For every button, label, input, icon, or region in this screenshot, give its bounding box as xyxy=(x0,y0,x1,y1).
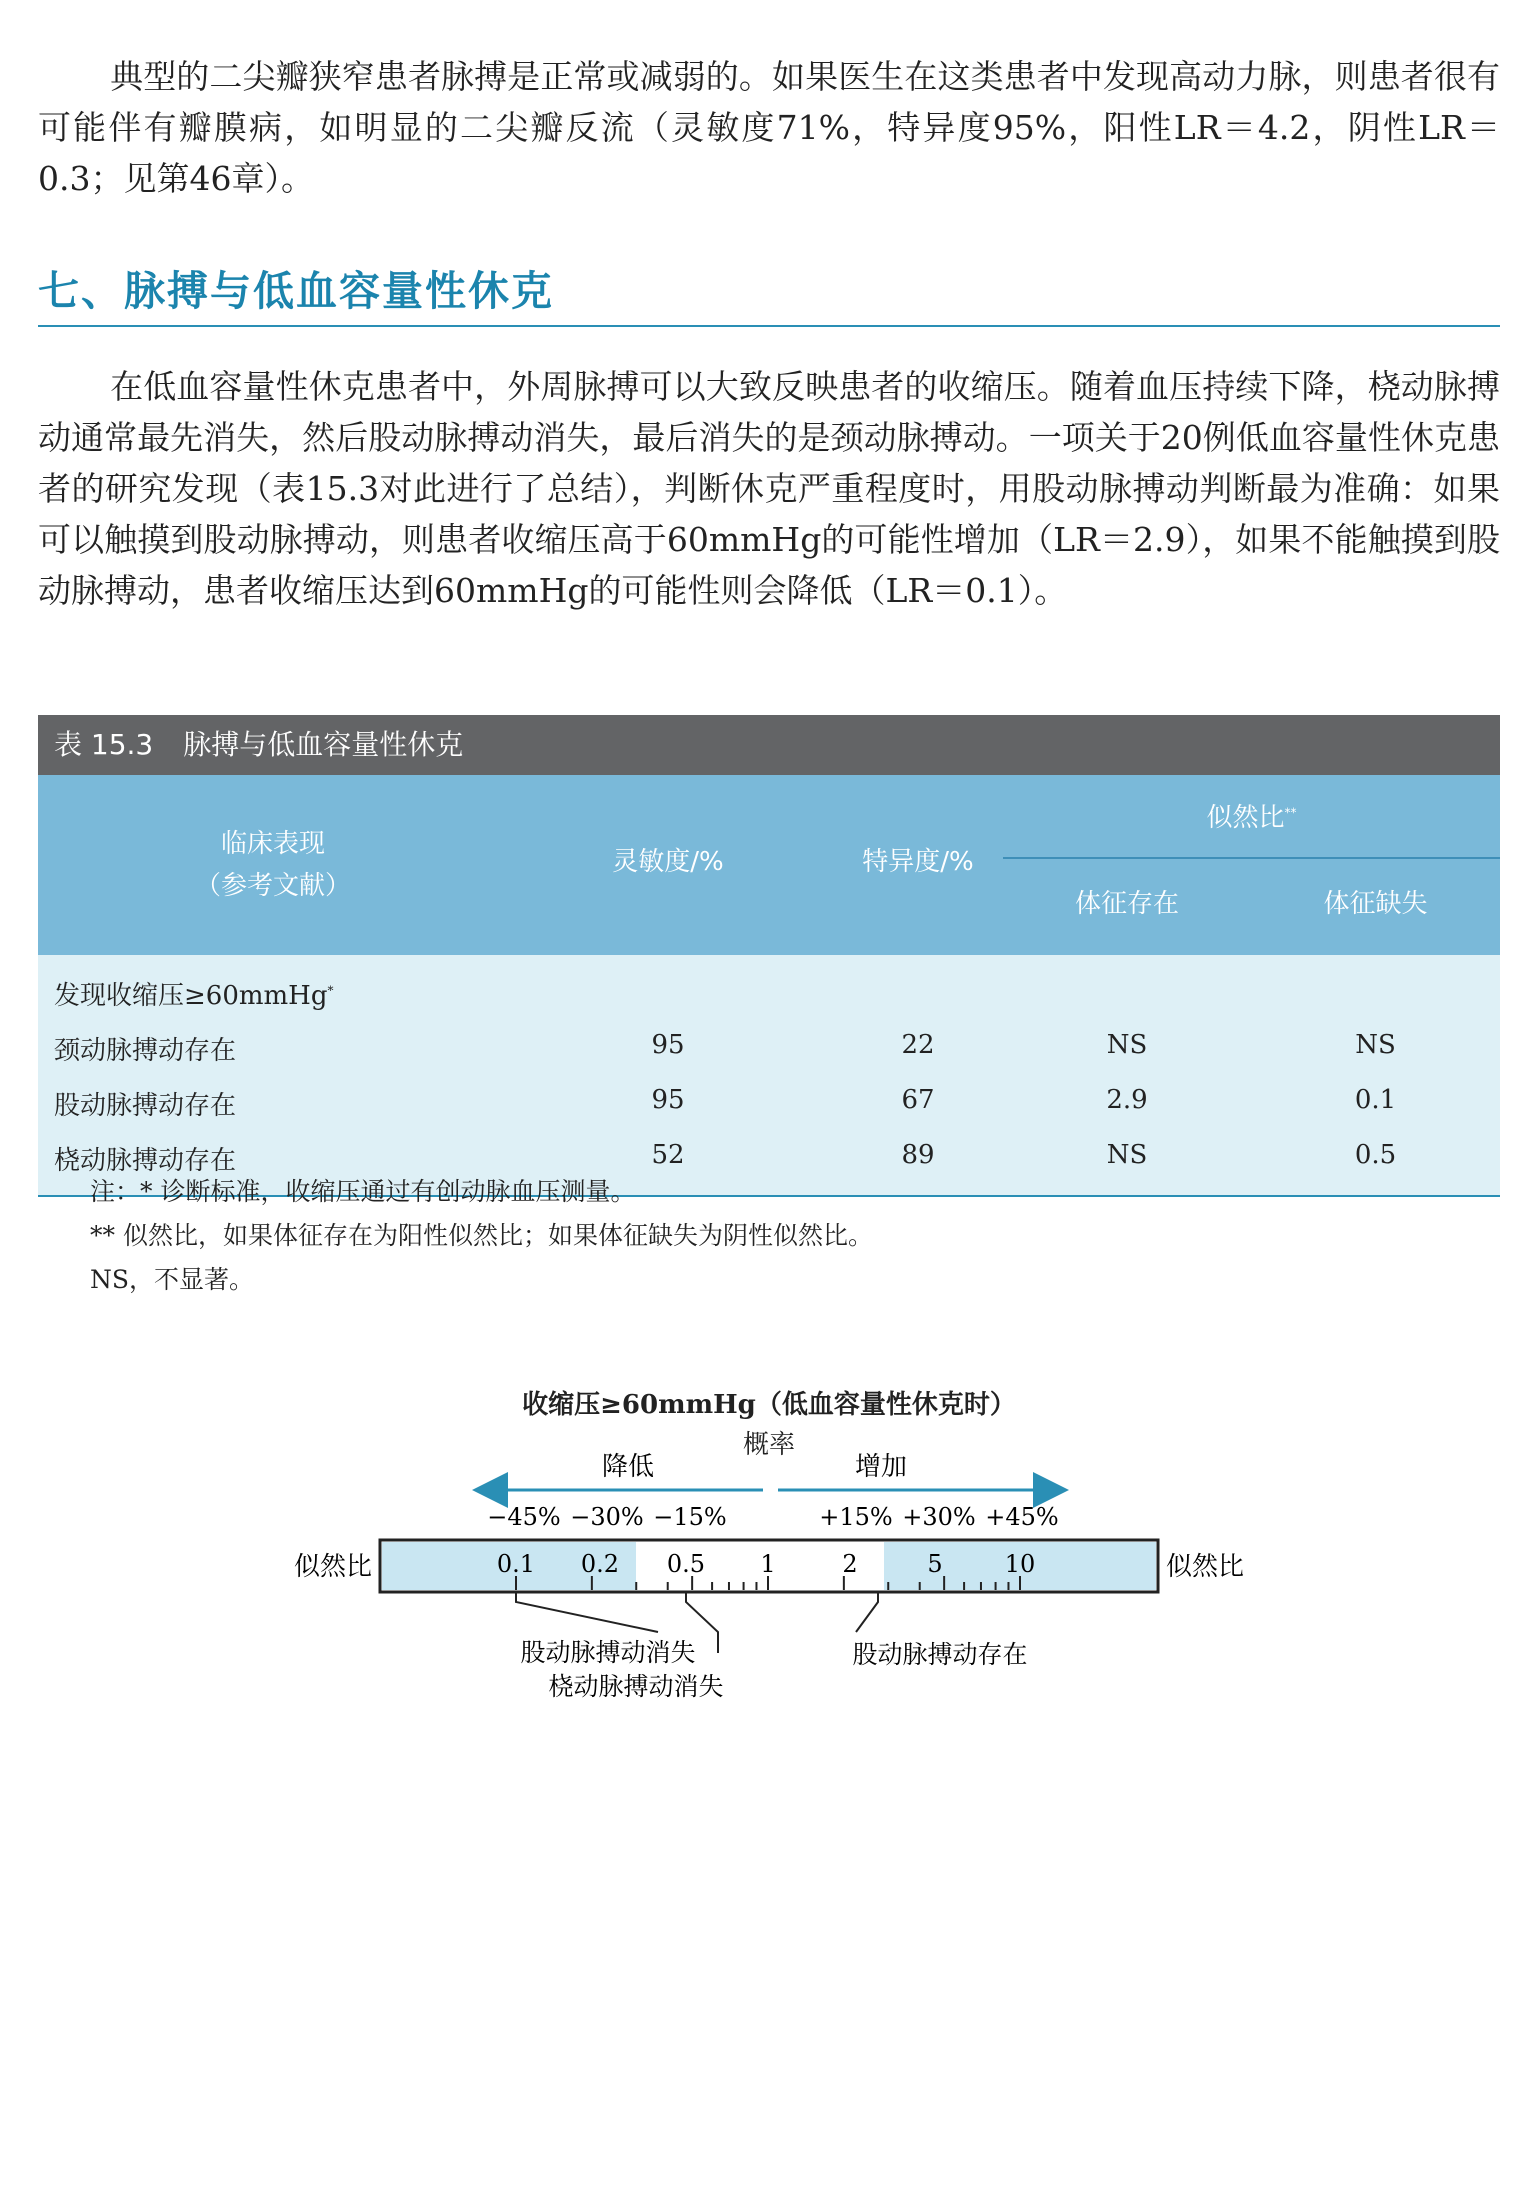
tick-label: 0.5 xyxy=(666,1550,706,1578)
table-row: 桡动脉搏动存在 52 89 NS 0.5 xyxy=(54,1140,1397,1176)
tick-label: 1 xyxy=(760,1550,776,1578)
pct-label: +30% xyxy=(902,1503,976,1531)
paragraph-hypovolemic-shock: 在低血容量性休克患者中，外周脉搏可以大致反映患者的收缩压。随着血压持续下降，桡动脉搏动通常最先消失，然后股动脉搏动消失，最后消失的是颈动脉搏动。一项关于20例低血容量性休克患者的研究发现（表15.3对此进行了总结），判断休克严重程度时，用股动脉搏动判断最为准确：如果可以触摸到股动脉搏动，则患者收缩压高于60mmHg的可能性增加（LR＝2.9），如果不能触摸到股动脉搏动，患者收缩压达到60mmHg的可能性则会降低（LR＝0.1）。 xyxy=(38,367,1500,610)
table-title-bar xyxy=(38,715,1500,775)
header-sign-present: 体征存在 xyxy=(1074,889,1179,919)
figure-title: 收缩压≥60mmHg（低血容量性休克时） xyxy=(522,1390,1016,1420)
tick-label: 10 xyxy=(1004,1550,1036,1578)
header-sign-absent: 体征缺失 xyxy=(1323,889,1428,919)
lr-nomogram-figure xyxy=(38,1370,1500,1710)
header-sensitivity: 灵敏度/% xyxy=(612,847,724,877)
pct-label: +45% xyxy=(985,1503,1059,1531)
pct-label: +15% xyxy=(819,1503,893,1531)
figure-subtitle: 概率 xyxy=(742,1430,795,1460)
header-clinical: 临床表现 （参考文献） xyxy=(194,829,351,901)
scale-ticks xyxy=(516,1576,1020,1590)
tick-label: 2 xyxy=(842,1550,858,1578)
header-likelihood-ratio: 似然比** xyxy=(1206,803,1297,833)
table-row: 股动脉搏动存在 95 67 2.9 0.1 xyxy=(54,1085,1397,1121)
note-3: NS，不显著。 xyxy=(90,1265,255,1294)
note-1: 注：* 诊断标准，收缩压通过有创动脉血压测量。 xyxy=(90,1177,636,1206)
section-heading: 七、脉搏与低血容量性休克 xyxy=(38,258,1500,327)
label-femoral-absent: 股动脉搏动消失 xyxy=(520,1638,696,1667)
header-divider xyxy=(1003,857,1500,859)
table-header xyxy=(38,775,1500,955)
lr-label-right: 似然比 xyxy=(1166,1552,1245,1582)
paragraph-mitral-stenosis: 典型的二尖瓣狭窄患者脉搏是正常或减弱的。如果医生在这类患者中发现高动力脉，则患者很有可能伴有瓣膜病，如明显的二尖瓣反流（灵敏度71%，特异度95%，阳性LR＝4.2，阴性LR＝0.3；见第46章）。 xyxy=(38,57,1500,198)
table-number: 表 15.3 xyxy=(54,728,154,761)
pct-label: −15% xyxy=(653,1503,727,1531)
decrease-label: 降低 xyxy=(601,1452,655,1482)
table-row: 颈动脉搏动存在 95 22 NS NS xyxy=(54,1030,1396,1066)
lr-label-left: 似然比 xyxy=(293,1552,372,1582)
tick-label: 5 xyxy=(927,1550,943,1578)
pct-label: −45% xyxy=(487,1503,561,1531)
table-title: 脉搏与低血容量性休克 xyxy=(183,728,464,761)
pct-label: −30% xyxy=(570,1503,644,1531)
tick-label: 0.2 xyxy=(580,1550,620,1578)
header-specificity: 特异度/% xyxy=(862,847,974,877)
leader-absent-femoral xyxy=(516,1592,658,1632)
table-notes xyxy=(90,1170,873,1302)
tick-label: 0.1 xyxy=(496,1550,536,1578)
note-2: ** 似然比，如果体征存在为阳性似然比；如果体征缺失为阴性似然比。 xyxy=(90,1221,873,1250)
increase-label: 增加 xyxy=(854,1452,908,1482)
table-group-row: 发现收缩压≥60mmHg* xyxy=(54,981,334,1011)
leader-present-femoral xyxy=(856,1592,878,1632)
table-15-3 xyxy=(38,715,1500,1197)
nomogram-svg xyxy=(38,1370,1500,1710)
label-femoral-present: 股动脉搏动存在 xyxy=(852,1640,1028,1669)
table-body xyxy=(38,955,1500,1197)
label-radial-absent: 桡动脉搏动消失 xyxy=(548,1672,724,1701)
